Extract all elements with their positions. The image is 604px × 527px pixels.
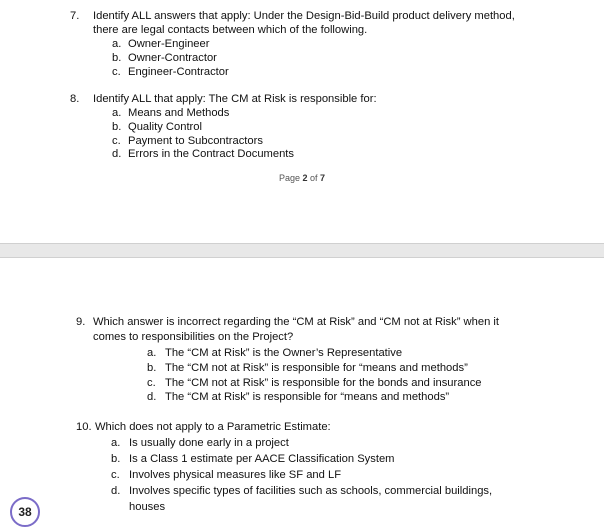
q10-option-c: Involves physical measures like SF and LF bbox=[129, 469, 342, 481]
q10-option-b: Is a Class 1 estimate per AACE Classification System bbox=[129, 453, 395, 465]
q9-option-letter: c. bbox=[147, 377, 156, 389]
q7-option-letter: a. bbox=[112, 38, 122, 50]
q7-option-b: Owner-Contractor bbox=[128, 52, 217, 64]
q10-text-line1: Which does not apply to a Parametric Estimate: bbox=[95, 421, 331, 433]
q9-option-letter: b. bbox=[147, 362, 157, 374]
q8-option-d: Errors in the Contract Documents bbox=[128, 148, 295, 160]
q9-option-c: The “CM not at Risk” is responsible for the bonds and insurance bbox=[165, 377, 482, 389]
q9-number: 9. bbox=[76, 316, 86, 328]
q10-option-letter: b. bbox=[111, 453, 121, 465]
q9-option-d: The “CM at Risk” is responsible for “means and methods” bbox=[165, 391, 450, 403]
q10-number: 10. bbox=[76, 421, 92, 433]
document-page-2 bbox=[0, 0, 604, 243]
q9-option-a: The “CM at Risk” is the Owner’s Representative bbox=[165, 347, 403, 359]
q8-option-a: Means and Methods bbox=[128, 107, 230, 119]
q10-option-d: Involves specific types of facilities such as schools, commercial buildings, bbox=[129, 485, 493, 497]
q7-text-line1: Identify ALL answers that apply: Under the Design-Bid-Build product delivery method, bbox=[93, 10, 515, 22]
q8-option-c: Payment to Subcontractors bbox=[128, 135, 263, 147]
q9-option-letter: a. bbox=[147, 347, 157, 359]
q9-text-line1: Which answer is incorrect regarding the “CM at Risk” and “CM not at Risk” when it bbox=[93, 316, 499, 328]
q7-option-letter: b. bbox=[112, 52, 122, 64]
q8-number: 8. bbox=[70, 93, 80, 105]
q8-text-line1: Identify ALL that apply: The CM at Risk is responsible for: bbox=[93, 93, 377, 105]
q7-number: 7. bbox=[70, 10, 80, 22]
q8-option-letter: c. bbox=[112, 135, 121, 147]
page-separator bbox=[0, 243, 604, 258]
page-number-footer bbox=[0, 173, 604, 183]
q7-text-line2: there are legal contacts between which of the following. bbox=[93, 24, 368, 36]
badge-count: 38 bbox=[18, 505, 32, 519]
q8-option-letter: d. bbox=[112, 148, 122, 160]
q7-option-a: Owner-Engineer bbox=[128, 38, 210, 50]
q10-option-letter: c. bbox=[111, 469, 120, 481]
q10-option-d-continued: houses bbox=[129, 501, 166, 513]
footer-current-page: 2 bbox=[302, 173, 308, 183]
q9-option-b: The “CM not at Risk” is responsible for “means and methods” bbox=[165, 362, 468, 374]
q10-option-letter: d. bbox=[111, 485, 121, 497]
page-count-badge[interactable] bbox=[10, 497, 40, 527]
footer-total-pages: 7 bbox=[320, 173, 326, 183]
footer-of: of bbox=[310, 173, 318, 183]
document-page-3 bbox=[0, 258, 604, 519]
q7-option-c: Engineer-Contractor bbox=[128, 66, 229, 78]
q8-option-letter: b. bbox=[112, 121, 122, 133]
q8-option-b: Quality Control bbox=[128, 121, 202, 133]
q10-option-a: Is usually done early in a project bbox=[129, 437, 289, 449]
q7-option-letter: c. bbox=[112, 66, 121, 78]
q9-option-letter: d. bbox=[147, 391, 157, 403]
q9-text-line2: comes to responsibilities on the Project? bbox=[93, 331, 294, 343]
q8-option-letter: a. bbox=[112, 107, 122, 119]
footer-prefix: Page bbox=[278, 173, 300, 183]
q10-option-letter: a. bbox=[111, 437, 121, 449]
